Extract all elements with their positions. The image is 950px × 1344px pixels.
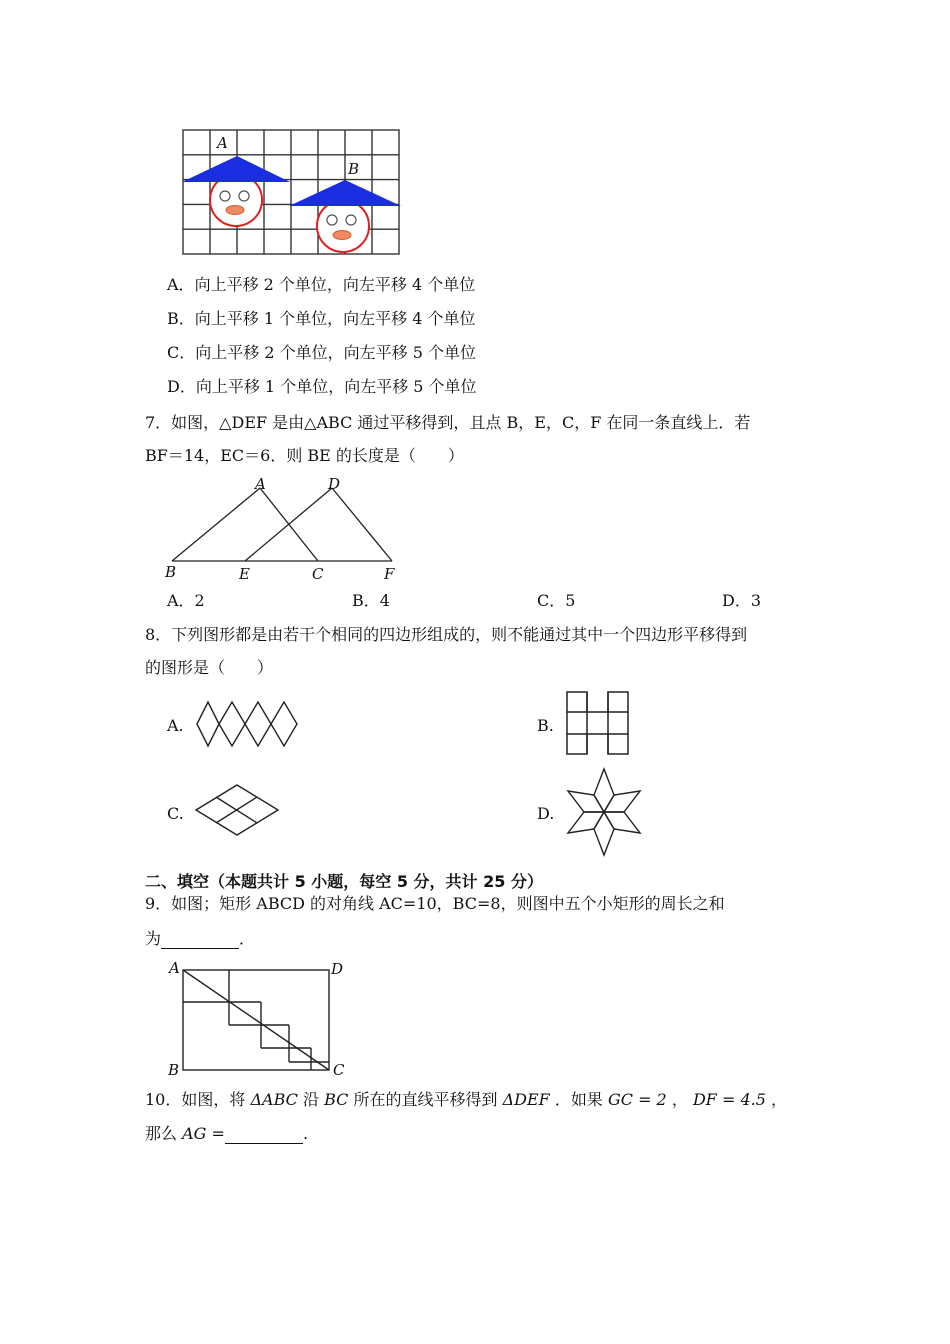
q7-stem-line2: BF＝14，EC＝6．则 BE 的长度是（ ） <box>145 446 464 465</box>
q9-label-a: A <box>169 959 180 977</box>
q9-answer-blank <box>161 932 239 949</box>
q8-option-b-figure <box>563 690 631 758</box>
q10-triangle-abc: ΔABC <box>250 1090 298 1109</box>
q9-label-c: C <box>333 1061 345 1079</box>
q8-option-a-figure <box>195 700 299 750</box>
q9-label-b: B <box>168 1061 180 1079</box>
q9-label-d: D <box>331 960 344 978</box>
q7-label-b: B <box>165 563 177 581</box>
q7-figure <box>160 476 400 584</box>
q8-stem-line1: 8．下列图形都是由若干个相同的四边形组成的，则不能通过其中一个四边形平移得到 <box>145 625 748 644</box>
q9-stem-line1: 9．如图；矩形 ABCD 的对角线 AC=10，BC=8，则图中五个小矩形的周长之和 <box>145 894 725 913</box>
q8-option-a-label: A. <box>167 716 184 735</box>
q7-label-f: F <box>384 565 395 583</box>
q6-option-d: D．向上平移 1 个单位，向左平移 5 个单位 <box>167 377 477 396</box>
q7-label-a: A <box>255 475 266 493</box>
q6-option-b: B．向上平移 1 个单位，向左平移 4 个单位 <box>167 309 476 328</box>
q6-label-b: B <box>348 160 360 178</box>
q6-option-c: C．向上平移 2 个单位，向左平移 5 个单位 <box>167 343 476 362</box>
q6-figure <box>180 128 402 258</box>
q10-stem-line2: 那么 AG = . <box>145 1124 309 1143</box>
q8-option-b-label: B. <box>537 716 554 735</box>
q7-stem-line1: 7．如图，△DEF 是由△ABC 通过平移得到，且点 B，E，C，F 在同一条直线上．若 <box>145 413 751 432</box>
q8-option-c-label: C. <box>167 804 184 823</box>
q10-triangle-def: ΔDEF <box>502 1090 550 1109</box>
q7-label-d: D <box>328 475 341 493</box>
q8-stem-line2: 的图形是（ ） <box>145 658 274 677</box>
q9-stem-line2: 为 ． <box>145 929 256 948</box>
q9-figure <box>165 958 355 1080</box>
q10-stem-line1: 10．如图，将 ΔABC 沿 BC 所在的直线平移得到 ΔDEF ．如果 GC = 2 ， DF = 4.5 ， <box>145 1090 787 1109</box>
q7-option-c: C．5 <box>537 591 576 610</box>
q7-option-b: B．4 <box>352 591 390 610</box>
q7-option-a: A．2 <box>167 591 205 610</box>
q6-label-a: A <box>217 134 228 152</box>
section2-heading: 二、填空（本题共计 5 小题，每空 5 分，共计 25 分） <box>145 872 543 891</box>
q7-label-e: E <box>239 565 250 583</box>
q8-option-c-figure <box>194 783 280 837</box>
q8-option-d-figure <box>566 767 642 857</box>
q6-option-a: A．向上平移 2 个单位，向左平移 4 个单位 <box>167 275 476 294</box>
q8-option-d-label: D. <box>537 804 555 823</box>
q7-label-c: C <box>312 565 324 583</box>
q7-option-d: D．3 <box>722 591 762 610</box>
q10-answer-blank <box>225 1127 303 1144</box>
